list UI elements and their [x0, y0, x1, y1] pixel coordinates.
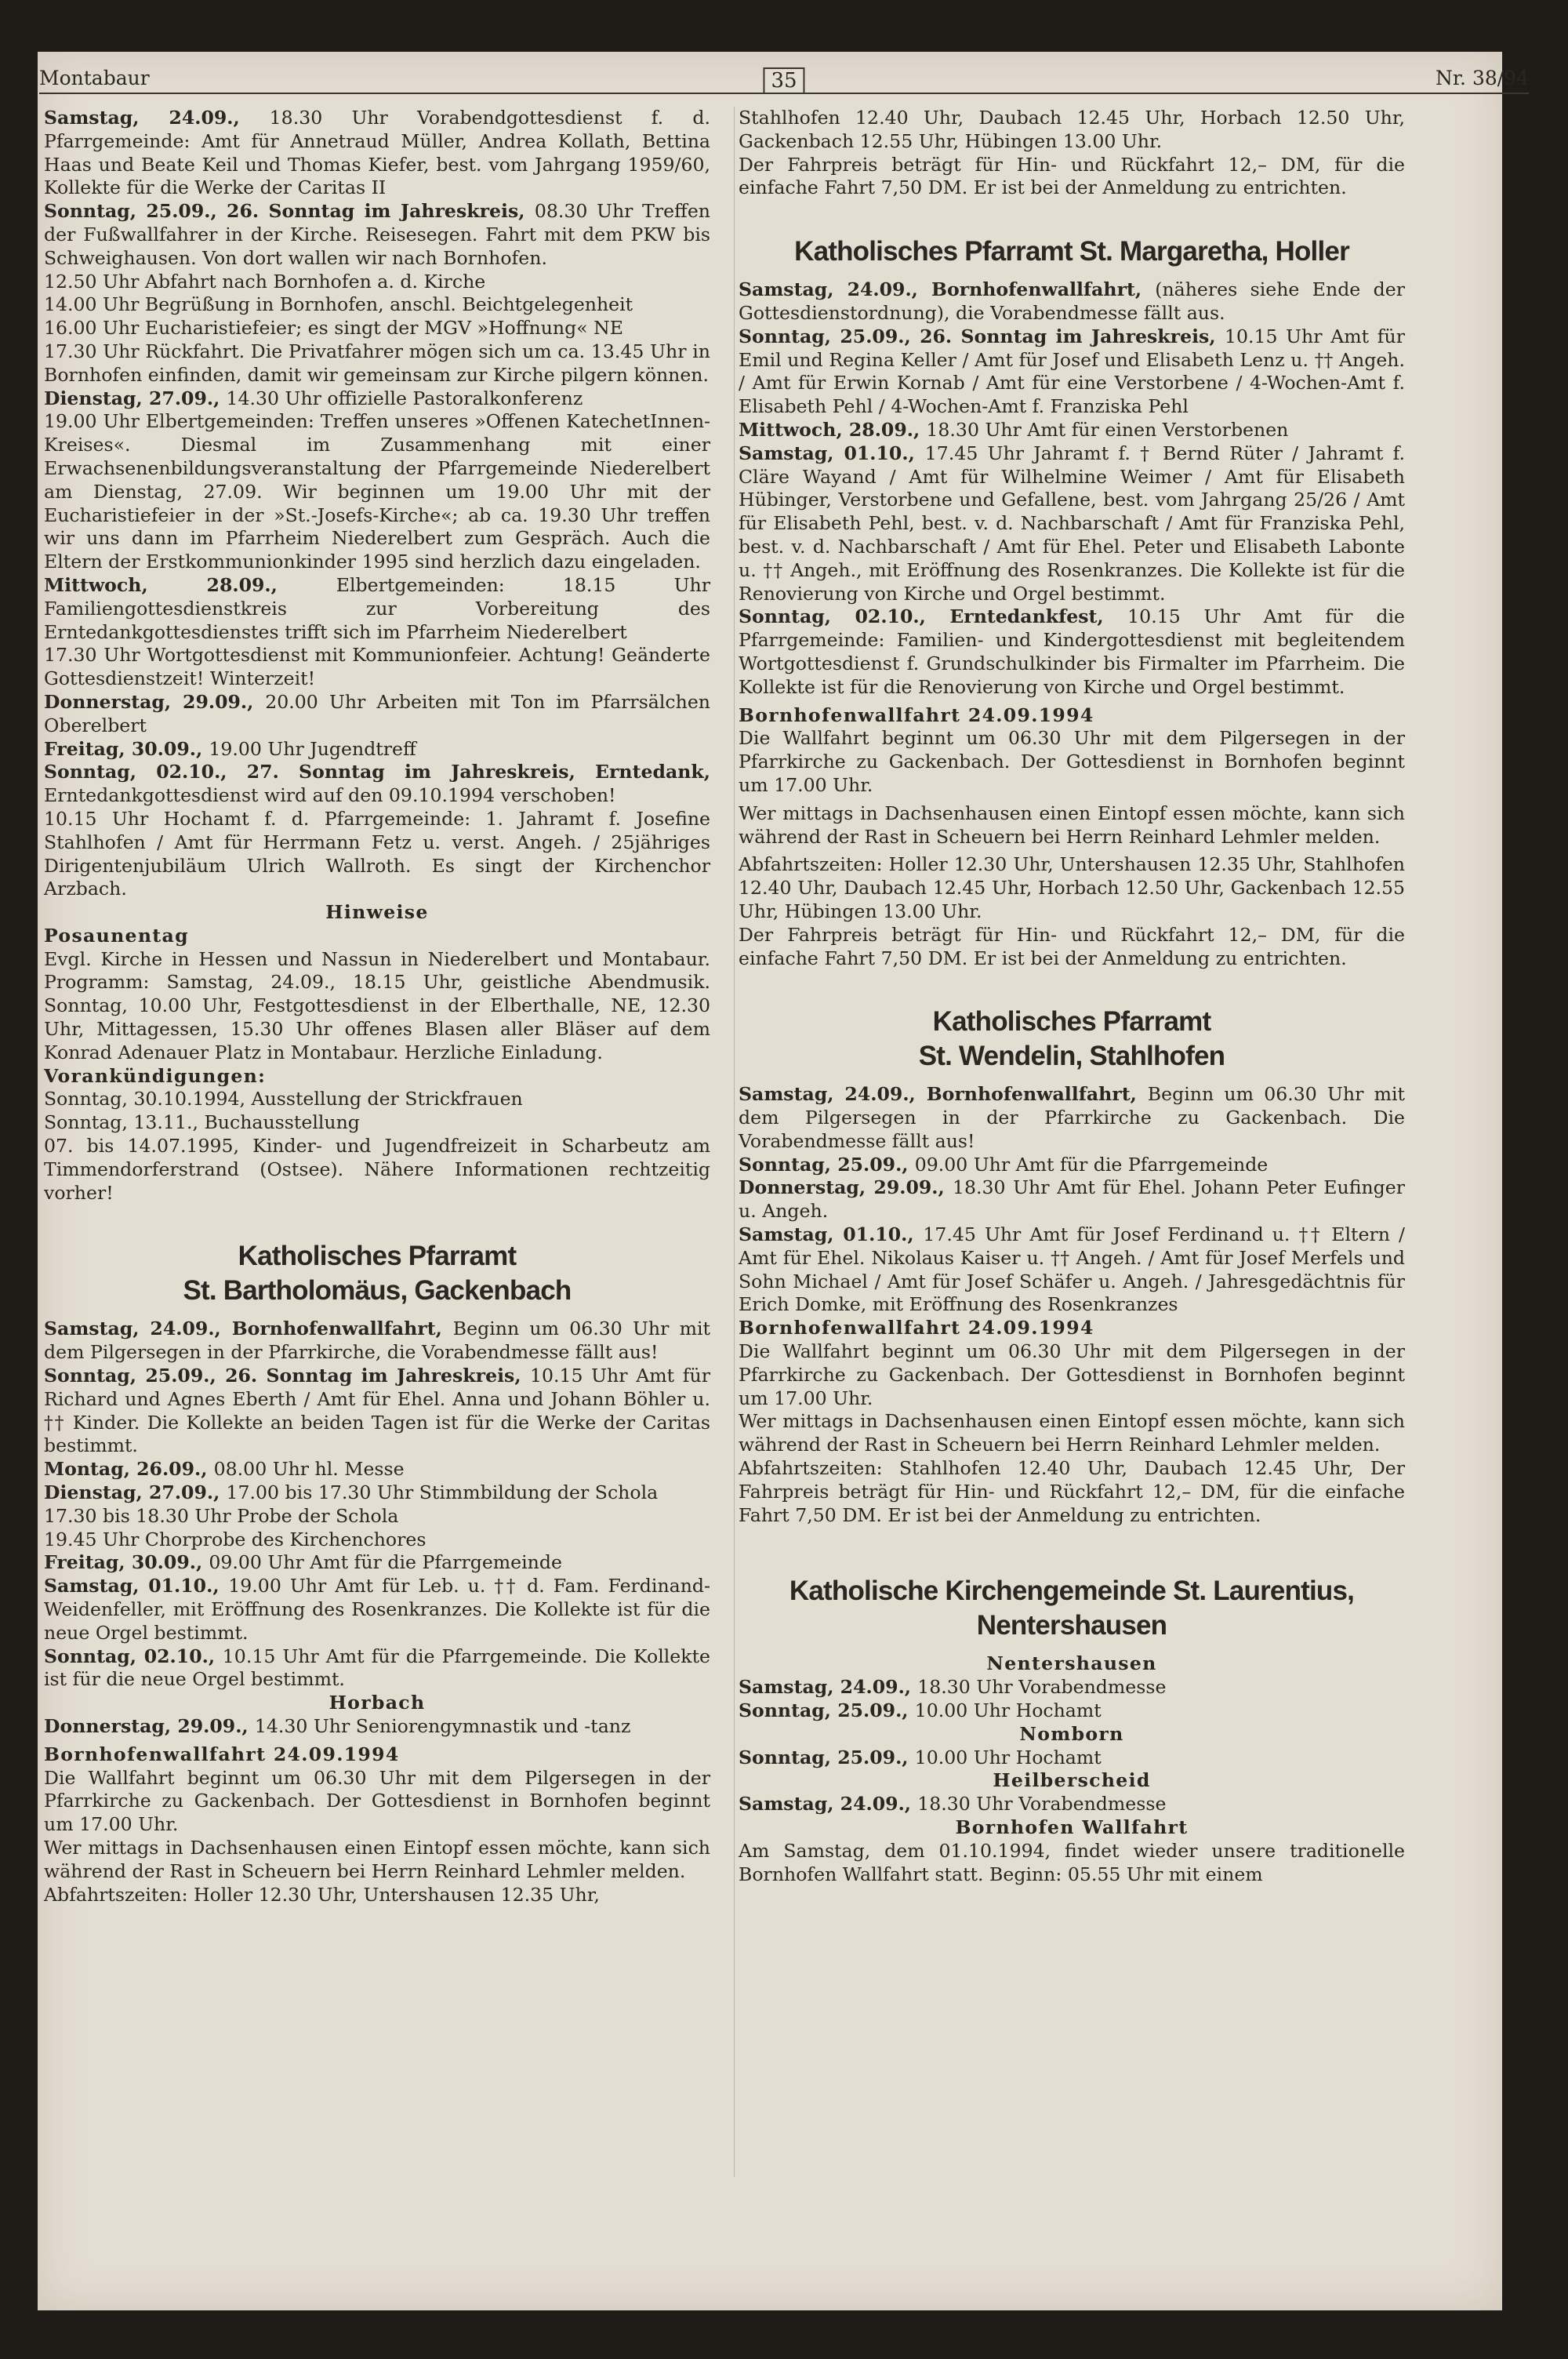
posaunentag-text: Evgl. Kirche in Hessen und Nassun in Niederelbert und Montabaur. Programm: Samstag, 24.09., 18.15 Uhr, geistliche Abendmusik. Sonntag, 10.00 Uhr, Festgottesdienst in der Elberthalle, NE, 12.30 Uhr, Mittagessen, 15.30 Uhr offenes Blasen aller Bläser auf dem Konrad Adenauer Platz in Montabaur. Herzliche Einladung.: [44, 947, 710, 1063]
entry-lead: Samstag, 24.09., Bornhofenwallfahrt,: [739, 1083, 1148, 1106]
schedule-entry: [739, 419, 1405, 442]
schedule-entry: [44, 1645, 710, 1692]
schedule-entry: [44, 1551, 710, 1575]
entry-text: 14.30 Uhr Seniorengymnastik und -tanz: [254, 1715, 631, 1737]
continued-text-2: Der Fahrpreis beträgt für Hin- und Rückfahrt 12,– DM, für die einfache Fahrt 7,50 DM. Er ist bei der Anmeldung zu entrichten.: [739, 153, 1405, 199]
entry-text: 10.15 Uhr Amt für Emil und Regina Keller / Amt für Josef und Elisabeth Lenz u. †† Angeh. / Amt für Erwin Kornab / Amt für eine Verstorbene / 4-Wochen-Amt f. Elisabeth Pehl / 4-Wochen-Amt f. Franziska Pehl: [739, 325, 1405, 418]
schedule-gackenbach: [44, 1318, 710, 1692]
section-title-stahlhofen: [739, 1005, 1405, 1074]
wallfahrt-text-3: Abfahrtszeiten: Holler 12.30 Uhr, Untershausen 12.35 Uhr,: [44, 1883, 600, 1906]
entry-lead: Freitag, 30.09.,: [44, 1551, 209, 1574]
entry-nomborn: [739, 1747, 1405, 1770]
wallfahrt-holler-text-4: Der Fahrpreis beträgt für Hin- und Rückfahrt 12,– DM, für die einfache Fahrt 7,50 DM. Er ist bei der Anmeldung zu entrichten.: [739, 923, 1405, 969]
schedule-entry: [44, 691, 710, 738]
entry-text: 17.30 Uhr Wortgottesdienst mit Kommunionfeier. Achtung! Geänderte Gottesdienstzeit! Winterzeit!: [44, 644, 710, 690]
schedule-entry: [44, 738, 710, 761]
entry-lead: Sonntag, 25.09.,: [739, 1153, 915, 1176]
section-title-line-1: Katholisches Pfarramt: [932, 1006, 1211, 1038]
heading-vorankuendigungen: Vorankündigungen:: [44, 1064, 267, 1087]
schedule-entry: [44, 200, 710, 270]
schedule-entry: [44, 317, 710, 340]
entry-text: 20.00 Uhr Arbeiten mit Ton im Pfarrsälchen Oberelbert: [44, 690, 710, 736]
wallfahrt-text-2: Wer mittags in Dachsenhausen einen Eintopf essen möchte, kann sich während der Rast in Scheuern bei Herrn Reinhard Lehmler melden.: [44, 1836, 710, 1882]
schedule-montabaur: [44, 107, 710, 901]
schedule-entry: [739, 1154, 1405, 1177]
entry-lead: Sonntag, 25.09.,: [739, 1746, 915, 1768]
entry-lead: Donnerstag, 29.09.,: [739, 1176, 953, 1199]
left-column: [44, 107, 710, 1906]
schedule-entry: [739, 442, 1405, 606]
entry-text: 16.00 Uhr Eucharistiefeier; es singt der MGV »Hoffnung« NE: [44, 317, 624, 340]
entry-nentershausen-2: [739, 1699, 1405, 1723]
heading-heilberscheid: Heilberscheid: [993, 1769, 1151, 1792]
continued-text-1: Stahlhofen 12.40 Uhr, Daubach 12.45 Uhr, Horbach 12.50 Uhr, Gackenbach 12.55 Uhr, Hübingen 13.00 Uhr.: [739, 107, 1405, 152]
issue-number: Nr. 38/94: [1435, 67, 1529, 89]
section-title-line-2: Nentershausen: [976, 1610, 1167, 1641]
schedule-entry: [739, 1176, 1405, 1223]
schedule-entry: [44, 1505, 710, 1528]
entry-lead: Samstag, 24.09.,: [739, 1676, 918, 1699]
schedule-entry: [44, 293, 710, 317]
section-title-line-1: Katholische Kirchengemeinde St. Laurentius,: [789, 1576, 1355, 1607]
entry-lead: Sonntag, 02.10., Erntedankfest,: [739, 605, 1128, 628]
entry-text: 09.00 Uhr Amt für die Pfarrgemeinde: [914, 1153, 1269, 1176]
schedule-entry: [44, 644, 710, 691]
entry-text: 19.00 Uhr Jugendtreff: [209, 737, 416, 760]
schedule-entry: [44, 574, 710, 644]
entry-text: 18.30 Uhr Vorabendgottesdienst f. d. Pfarrgemeinde: Amt für Annetraud Müller, Andrea Kollath, Bettina Haas und Beate Keil und Thomas Kiefer, best. vom Jahrgang 1959/60, Kollekte für die Werke der Caritas II: [44, 107, 710, 199]
entry-lead: Sonntag, 02.10., 27. Sonntag im Jahreskreis, Erntedank,: [44, 761, 710, 783]
entry-text: 10.15 Uhr Amt für die Pfarrgemeinde: Familien- und Kindergottesdienst mit begleitendem Wortgottesdienst f. Grundschulkinder bis Firmalter im Pfarrheim. Die Kollekte ist für die Renovierung von Kirche und Orgel bestimmt.: [739, 605, 1405, 698]
entry-lead: Sonntag, 25.09.,: [739, 1699, 915, 1722]
entry-text: 12.50 Uhr Abfahrt nach Bornhofen a. d. Kirche: [44, 270, 486, 293]
entry-text: 17.45 Uhr Amt für Josef Ferdinand u. †† Eltern / Amt für Ehel. Nikolaus Kaiser u. †† Angeh. / Amt für Josef Merfels und Sohn Michael / Amt für Josef Schäfer u. Angeh. / Jahresgedächtnis für Erich Domke, mit Eröffnung des Rosenkranzes: [739, 1223, 1405, 1316]
entry-text: (näheres siehe Ende der Gottesdienstordnung), die Vorabendmesse fällt aus.: [739, 278, 1405, 324]
entry-text: 14.30 Uhr offizielle Pastoralkonferenz: [226, 387, 583, 409]
horbach-entry: [44, 1715, 710, 1739]
page-number: 35: [763, 67, 804, 94]
vorank-item-2: Sonntag, 13.11., Buchausstellung: [44, 1111, 360, 1134]
wallfahrt-text-1: Die Wallfahrt beginnt um 06.30 Uhr mit dem Pilgersegen in der Pfarrkirche zu Gackenbach. Der Gottesdienst in Bornhofen beginnt um 17.00 Uhr.: [44, 1766, 710, 1836]
wallfahrt-stahlhofen-text-1: Die Wallfahrt beginnt um 06.30 Uhr mit dem Pilgersegen in der Pfarrkirche zu Gackenbach. Der Gottesdienst in Bornhofen beginnt um 17.00 Uhr.: [739, 1340, 1405, 1409]
page-header: [39, 60, 1529, 94]
wallfahrt-holler-text-1: Die Wallfahrt beginnt um 06.30 Uhr mit dem Pilgersegen in der Pfarrkirche zu Gackenbach. Der Gottesdienst in Bornhofen beginnt um 17.00 Uhr.: [739, 727, 1405, 796]
schedule-entry: [44, 387, 710, 411]
entry-lead: Donnerstag, 29.09.,: [44, 690, 266, 713]
header-town: Montabaur: [39, 67, 150, 89]
entry-lead: Samstag, 01.10.,: [739, 442, 925, 464]
section-title-line-2: St. Wendelin, Stahlhofen: [918, 1041, 1225, 1072]
heading-bornhofenwallfahrt-holler: Bornhofenwallfahrt 24.09.1994: [739, 703, 1094, 726]
entry-lead: Sonntag, 25.09., 26. Sonntag im Jahreskreis,: [739, 325, 1225, 347]
vorank-item-3: 07. bis 14.07.1995, Kinder- und Jugendfreizeit in Scharbeutz am Timmendorferstrand (Ostsee). Nähere Informationen rechtzeitig vorher!: [44, 1135, 710, 1204]
entry-nentershausen-1: [739, 1676, 1405, 1699]
schedule-entry: [739, 1083, 1405, 1153]
schedule-entry: [44, 761, 710, 808]
wallfahrt-stahlhofen-text-2: Wer mittags in Dachsenhausen einen Eintopf essen möchte, kann sich während der Rast in Scheuern bei Herrn Reinhard Lehmler melden.: [739, 1410, 1405, 1456]
entry-lead: Samstag, 01.10.,: [44, 1575, 229, 1598]
entry-text: 10.00 Uhr Hochamt: [914, 1699, 1102, 1722]
heading-posaunentag: Posaunentag: [44, 924, 189, 947]
wallfahrt-stahlhofen-text-3: Abfahrtszeiten: Stahlhofen 12.40 Uhr, Daubach 12.45 Uhr, Der Fahrpreis beträgt für Hin- und Rückfahrt 12,– DM, für die einfache Fahrt 7,50 DM. Er ist bei der Anmeldung zu entrichten.: [739, 1457, 1405, 1526]
section-title-holler: Katholisches Pfarramt St. Margaretha, Holler: [794, 236, 1349, 267]
entry-lead: Mittwoch, 28.09.,: [44, 573, 336, 596]
schedule-entry: [739, 278, 1405, 325]
entry-text: Elbertgemeinden: 18.15 Uhr Familiengottesdienstkreis zur Vorbereitung des Erntedankgottesdienstes trifft sich im Pfarrheim Niederelbert: [44, 573, 710, 643]
entry-lead: Samstag, 24.09., Bornhofenwallfahrt,: [739, 278, 1156, 301]
schedule-entry: [44, 1481, 710, 1505]
entry-text: Beginn um 06.30 Uhr mit dem Pilgersegen in der Pfarrkirche zu Gackenbach. Die Vorabendmesse fällt aus!: [739, 1083, 1405, 1152]
entry-lead: Dienstag, 27.09.,: [44, 387, 227, 409]
entry-lead: Sonntag, 25.09., 26. Sonntag im Jahreskreis,: [44, 200, 535, 223]
schedule-entry: [44, 1318, 710, 1365]
section-title-nentershausen: [739, 1574, 1405, 1643]
heading-nomborn: Nomborn: [1019, 1722, 1124, 1745]
entry-lead: Donnerstag, 29.09.,: [44, 1715, 255, 1737]
schedule-entry: [44, 1575, 710, 1645]
entry-text: 14.00 Uhr Begrüßung in Bornhofen, anschl. Beichtgelegenheit: [44, 293, 633, 316]
wallfahrt-holler-text-2: Wer mittags in Dachsenhausen einen Eintopf essen möchte, kann sich während der Rast in Scheuern bei Herrn Reinhard Lehmler melden.: [739, 801, 1405, 848]
heading-nentershausen: Nentershausen: [986, 1652, 1157, 1675]
section-title-line-2: St. Bartholomäus, Gackenbach: [183, 1275, 572, 1307]
entry-lead: Mittwoch, 28.09.,: [739, 418, 927, 441]
entry-text: 10.00 Uhr Hochamt: [914, 1746, 1102, 1768]
section-title-line-1: Katholisches Pfarramt: [238, 1241, 517, 1272]
heading-horbach: Horbach: [328, 1692, 426, 1714]
final-text: Am Samstag, dem 01.10.1994, findet wieder unsere traditionelle Bornhofen Wallfahrt statt. Beginn: 05.55 Uhr mit einem: [739, 1839, 1405, 1885]
heading-bornhofenwallfahrt: Bornhofenwallfahrt 24.09.1994: [44, 1743, 400, 1765]
schedule-entry: [44, 340, 710, 387]
schedule-entry: [44, 107, 710, 200]
schedule-stahlhofen: [739, 1083, 1405, 1317]
entry-lead: Dienstag, 27.09.,: [44, 1481, 227, 1504]
heading-hinweise: Hinweise: [325, 901, 429, 924]
entry-text: 17.45 Uhr Jahramt f. † Bernd Rüter / Jahramt f. Cläre Wayand / Amt für Wilhelmine Weimer / Amt für Elisabeth Hübinger, Verstorbene und Gefallene, best. vom Jahrgang 25/26 / Amt für Elisabeth Pehl, best. v. d. Nachbarschaft / Amt für Franziska Pehl, best. v. d. Nachbarschaft / Amt für Ehel. Peter und Elisabeth Labonte u. †† Angeh., mit Eröffnung des Rosenkranzes. Die Kollekte ist für die Renovierung von Kirche und Orgel bestimmt.: [739, 442, 1406, 605]
entry-heilberscheid: [739, 1793, 1405, 1816]
entry-lead: Samstag, 01.10.,: [739, 1223, 924, 1246]
entry-text: 19.45 Uhr Chorprobe des Kirchenchores: [44, 1528, 426, 1550]
entry-text: 10.15 Uhr Hochamt f. d. Pfarrgemeinde: 1. Jahramt f. Josefine Stahlhofen / Amt für Herrmann Fetz u. verst. Angeh. / 25jähriges Dirigentenjubiläum Ulrich Wallroth. Es singt der Kirchenchor Arzbach.: [44, 807, 710, 900]
column-divider: [734, 107, 735, 2177]
entry-text: 17.30 bis 18.30 Uhr Probe der Schola: [44, 1504, 399, 1527]
entry-text: 18.30 Uhr Vorabendmesse: [917, 1793, 1167, 1816]
schedule-entry: [44, 1458, 710, 1481]
entry-text: 18.30 Uhr Amt für einen Verstorbenen: [926, 418, 1289, 441]
entry-text: Beginn um 06.30 Uhr mit dem Pilgersegen in der Pfarrkirche, die Vorabendmesse fällt aus!: [44, 1318, 710, 1364]
entry-text: 10.15 Uhr Amt für die Pfarrgemeinde. Die Kollekte ist für die neue Orgel bestimmt.: [44, 1645, 711, 1691]
schedule-entry: [739, 1223, 1405, 1317]
entry-lead: Freitag, 30.09.,: [44, 737, 209, 760]
entry-lead: Samstag, 24.09., Bornhofenwallfahrt,: [44, 1318, 453, 1340]
heading-bornhofen-wallfahrt: Bornhofen Wallfahrt: [955, 1816, 1189, 1839]
entry-text: 18.30 Uhr Vorabendmesse: [917, 1676, 1167, 1699]
schedule-entry: [739, 325, 1405, 419]
entry-text: Erntedankgottesdienst wird auf den 09.10.1994 verschoben!: [44, 784, 616, 807]
entry-text: 17.30 Uhr Rückfahrt. Die Privatfahrer mögen sich um ca. 13.45 Uhr in Bornhofen einfinden, damit wir gemeinsam zur Kirche pilgern können.: [44, 340, 710, 386]
schedule-entry: [44, 808, 710, 901]
entry-text: 17.00 bis 17.30 Uhr Stimmbildung der Schola: [226, 1481, 659, 1504]
wallfahrt-holler-text-3: Abfahrtszeiten: Holler 12.30 Uhr, Untershausen 12.35 Uhr, Stahlhofen 12.40 Uhr, Daubach 12.45 Uhr, Horbach 12.50 Uhr, Gackenbach 12.55 Uhr, Hübingen 13.00 Uhr.: [739, 853, 1405, 922]
heading-bornhofenwallfahrt-stahlhofen: Bornhofenwallfahrt 24.09.1994: [739, 1317, 1094, 1339]
entry-text: 19.00 Uhr Amt für Leb. u. †† d. Fam. Ferdinand-Weidenfeller, mit Eröffnung des Rosenkranzes. Die Kollekte ist für die neue Orgel bestimmt.: [44, 1575, 710, 1644]
vorank-item-1: Sonntag, 30.10.1994, Ausstellung der Strickfrauen: [44, 1088, 523, 1110]
entry-lead: Samstag, 24.09.,: [44, 107, 270, 129]
entry-text: 08.00 Uhr hl. Messe: [213, 1458, 405, 1481]
entry-lead: Sonntag, 02.10.,: [44, 1645, 223, 1667]
right-column: [739, 107, 1405, 1886]
entry-text: 18.30 Uhr Amt für Ehel. Johann Peter Eufinger u. Angeh.: [739, 1176, 1405, 1223]
section-title-gackenbach: [44, 1239, 710, 1308]
entry-text: 08.30 Uhr Treffen der Fußwallfahrer in der Kirche. Reisesegen. Fahrt mit dem PKW bis Schweighausen. Von dort wallen wir nach Bornhofen.: [44, 200, 710, 269]
entry-lead: Samstag, 24.09.,: [739, 1793, 918, 1816]
entry-lead: Sonntag, 25.09., 26. Sonntag im Jahreskreis,: [44, 1365, 530, 1387]
entry-text: 19.00 Uhr Elbertgemeinden: Treffen unseres »Offenen KatechetInnen-Kreises«. Diesmal im Zusammenhang mit einer Erwachsenenbildungsveranstaltung der Pfarrgemeinde Niederelbert am Dienstag, 27.09. Wir beginnen um 19.00 Uhr mit der Eucharistiefeier in der »St.-Josefs-Kirche«; ab ca. 19.30 Uhr treffen wir uns dann im Pfarrheim Niederelbert zum Gespräch. Auch die Eltern der Erstkommunionkinder 1995 sind herzlich dazu eingeladen.: [44, 410, 710, 573]
schedule-entry: [44, 271, 710, 294]
schedule-entry: [44, 1528, 710, 1552]
entry-text: 10.15 Uhr Amt für Richard und Agnes Eberth / Amt für Ehel. Anna und Johann Böhler u. †† Kinder. Die Kollekte an beiden Tagen ist für die Werke der Caritas bestimmt.: [44, 1365, 710, 1457]
schedule-entry: [44, 410, 710, 574]
schedule-entry: [44, 1365, 710, 1458]
schedule-entry: [739, 605, 1405, 699]
entry-lead: Montag, 26.09.,: [44, 1458, 214, 1481]
entry-text: 09.00 Uhr Amt für die Pfarrgemeinde: [209, 1551, 562, 1574]
schedule-holler: [739, 278, 1405, 699]
